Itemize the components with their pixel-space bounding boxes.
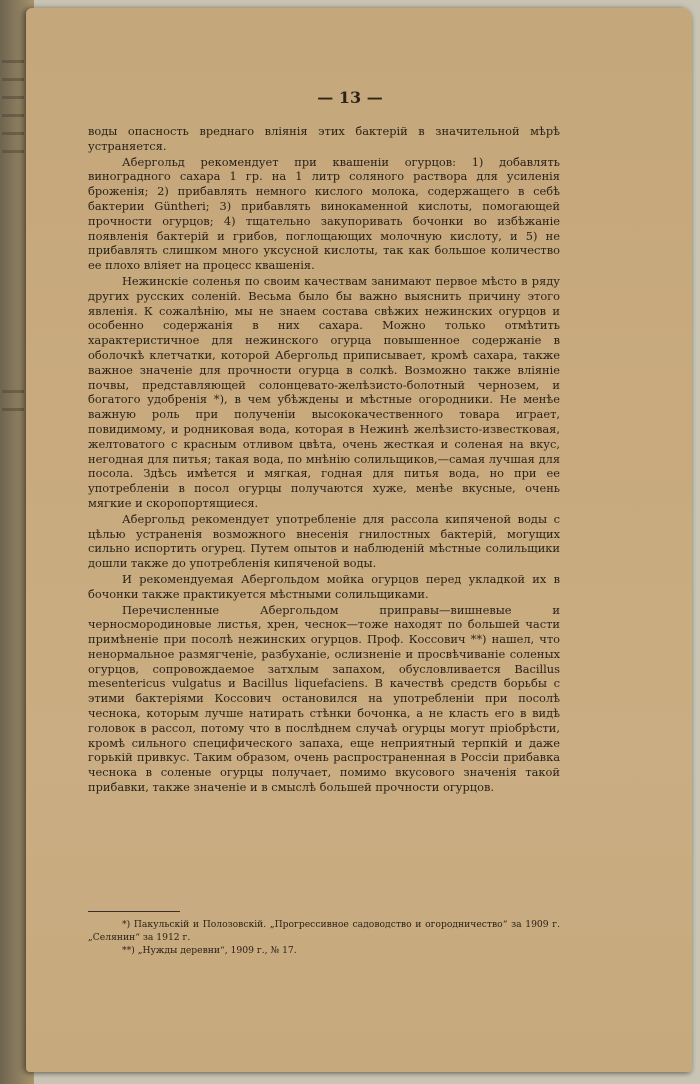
paragraph: Абергольд рекомендует употребленіе для рассола кипяченой воды с цѣлью устраненія возможного внесенія гнилостных бактерій, могущих сильно испортить огурец. Путем опытов и наблюденій мѣстные солильщики дошли также до употребленія кипяченой воды. bbox=[88, 511, 560, 571]
paragraph: Абергольд рекомендует при квашеніи огурцов: 1) добавлять виноградного сахара 1 гр. на 1 литр соляного раствора для усиленія броженія; 2) прибавлять немного кислого молока, содержащего в себѣ бактерии Güntheri; 3) прибавлять винокаменной кислоты, помогающей прочности огурцов; 4) тщательно закупоривать бочонки во избѣжаніе появленія бактерій и грибов, поглощающих молочную кислоту, и 5) не прибавлять слишком много уксусной кислоты, так как большое количество ее плохо вліяет на процесс квашенія. bbox=[88, 154, 560, 273]
previous-page-text-fragment bbox=[2, 78, 24, 81]
footnote-divider bbox=[88, 911, 180, 912]
previous-page-text-fragment bbox=[2, 408, 24, 411]
paragraph: И рекомендуемая Абергольдом мойка огурцов перед укладкой их в бочонки также практикуется мѣстными солильщиками. bbox=[88, 571, 560, 601]
previous-page-text-fragment bbox=[2, 390, 24, 393]
previous-page-text-fragment bbox=[2, 132, 24, 135]
paragraph: Перечисленные Абергольдом приправы—вишневые и черносмородиновые листья, хрен, чеснок—тоже находят по большей части примѣненіе при посолѣ нежинских огурцов. Проф. Коссович **) нашел, что ненормальное размягченіе, разбуханіе, ослизненіе и просвѣчиваніе соленых огурцов, сопровождаемое затхлым запахом, обусловливается Bacillus mesentericus vulgatus и Bacillus liquefaciens. В качествѣ средств борьбы с этими бактеріями Коссович остановился на употребленіи при посолѣ чеснока, которым лучше натирать стѣнки бочонка, а не класть его в видѣ головок в рассол, потому что в послѣднем случаѣ огурцы могут пріобрѣсти, кромѣ сильного специфического запаха, еще неприятный терпкій и даже горькій привкус. Таким образом, очень распространенная в Россіи прибавка чеснока в соленые огурцы получает, помимо вкусового значенія такой прибавки, также значеніе и в смыслѣ большей прочности огурцов. bbox=[88, 602, 560, 795]
footnote: *) Пакульскій и Полозовскій. „Прогрессивное садоводство и огородничество“ за 1909 г. „Селянин“ за 1912 г. bbox=[88, 919, 560, 943]
previous-page-text-fragment bbox=[2, 114, 24, 117]
previous-page-text-fragment bbox=[2, 150, 24, 153]
footnotes bbox=[88, 918, 560, 957]
paragraph: воды опасность вреднаго вліянія этих бактерій в значительной мѣрѣ устраняется. bbox=[88, 124, 560, 153]
body-text bbox=[88, 124, 560, 795]
page-number: — 13 — bbox=[317, 88, 383, 107]
previous-page-text-fragment bbox=[2, 60, 24, 63]
paragraph: Нежинскіе соленья по своим качествам занимают первое мѣсто в ряду других русских соленій. Весьма было бы важно выяснить причину этого явленія. К сожалѣнію, мы не знаем состава свѣжих нежинских огурцов и особенно содержанія в них сахара. Можно только отмѣтить характеристичное для нежинского огурца повышенное содержаніе в оболочкѣ клетчатки, которой Абергольд приписывает, кромѣ сахара, также важное значеніе для прочности огурца в солкѣ. Возможно также вліяніе почвы, представляющей солонцевато-желѣзисто-болотный чернозем, и богатого удобренія *), в чем убѣждены и мѣстные огородники. Не менѣе важную роль при полученіи высококачественного товара играет, повидимому, и родниковая вода, которая в Нежинѣ желѣзисто-известковая, желтоватого с красным отливом цвѣта, очень жесткая и соленая на вкус, негодная для питья; такая вода, по мнѣнію солильщиков,—самая лучшая для посола. Здѣсь имѣется и мягкая, годная для питья вода, но при ее употребленіи в посол огурцы получаются хуже, менѣе вкусные, очень мягкие и скоропортящиеся. bbox=[88, 273, 560, 510]
footnote: **) „Нужды деревни“, 1909 г., № 17. bbox=[122, 945, 297, 956]
